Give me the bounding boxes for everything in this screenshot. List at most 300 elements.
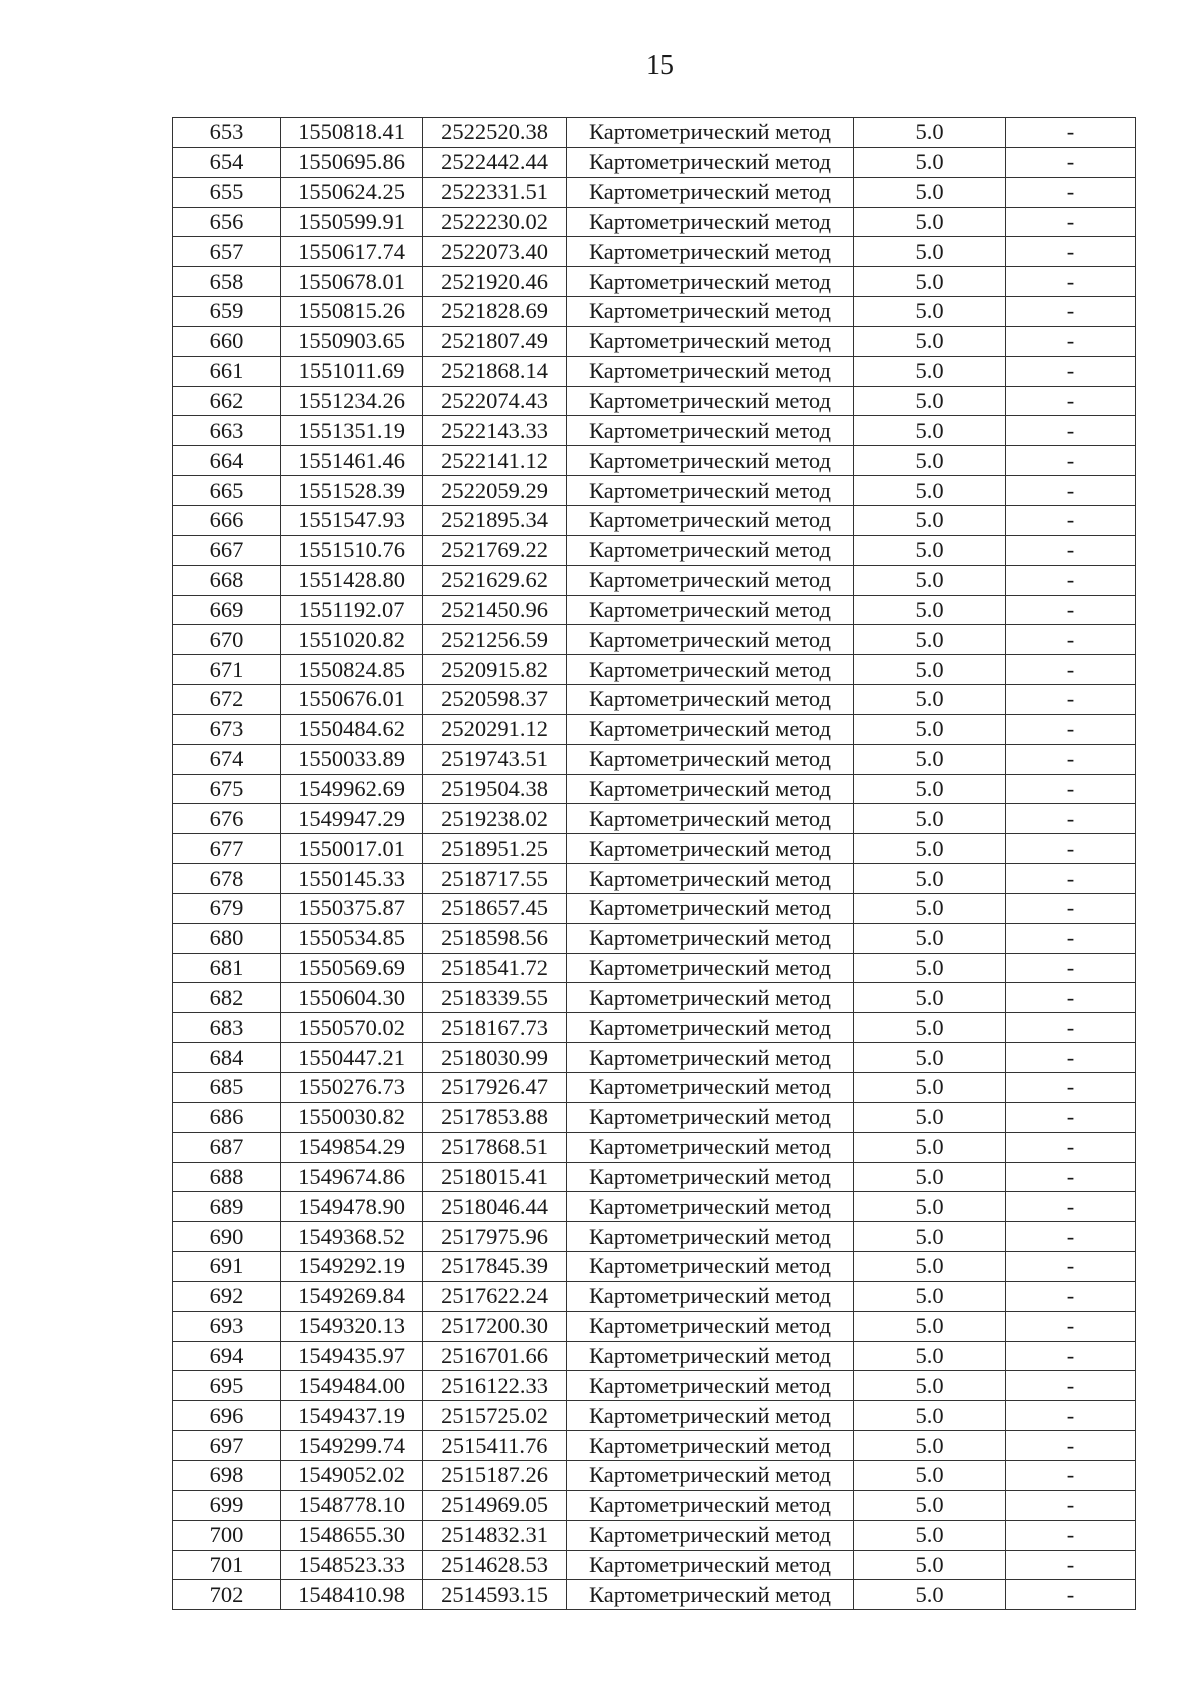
y-coordinate-cell: 2518339.55 [423, 983, 567, 1013]
accuracy-cell: 5.0 [854, 505, 1006, 535]
description-cell: - [1006, 595, 1136, 625]
y-coordinate-cell: 2521920.46 [423, 267, 567, 297]
accuracy-cell: 5.0 [854, 1192, 1006, 1222]
accuracy-cell: 5.0 [854, 804, 1006, 834]
description-cell: - [1006, 267, 1136, 297]
y-coordinate-cell: 2520598.37 [423, 685, 567, 715]
point-number-cell: 698 [173, 1460, 281, 1490]
x-coordinate-cell: 1550678.01 [281, 267, 423, 297]
description-cell: - [1006, 893, 1136, 923]
table-row [173, 535, 1136, 565]
x-coordinate-cell: 1550570.02 [281, 1013, 423, 1043]
x-coordinate-cell: 1549437.19 [281, 1401, 423, 1431]
method-cell: Картометрический метод [567, 147, 854, 177]
table-row [173, 1550, 1136, 1580]
y-coordinate-cell: 2518598.56 [423, 923, 567, 953]
y-coordinate-cell: 2521895.34 [423, 505, 567, 535]
table-row [173, 1162, 1136, 1192]
table-row [173, 953, 1136, 983]
method-cell: Картометрический метод [567, 476, 854, 506]
y-coordinate-cell: 2520291.12 [423, 714, 567, 744]
method-cell: Картометрический метод [567, 1401, 854, 1431]
point-number-cell: 662 [173, 386, 281, 416]
accuracy-cell: 5.0 [854, 1490, 1006, 1520]
method-cell: Картометрический метод [567, 416, 854, 446]
accuracy-cell: 5.0 [854, 1460, 1006, 1490]
accuracy-cell: 5.0 [854, 297, 1006, 327]
point-number-cell: 660 [173, 326, 281, 356]
y-coordinate-cell: 2522074.43 [423, 386, 567, 416]
point-number-cell: 668 [173, 565, 281, 595]
y-coordinate-cell: 2520915.82 [423, 655, 567, 685]
method-cell: Картометрический метод [567, 1073, 854, 1103]
y-coordinate-cell: 2519743.51 [423, 744, 567, 774]
y-coordinate-cell: 2517622.24 [423, 1281, 567, 1311]
x-coordinate-cell: 1551547.93 [281, 505, 423, 535]
method-cell: Картометрический метод [567, 1132, 854, 1162]
method-cell: Картометрический метод [567, 1162, 854, 1192]
x-coordinate-cell: 1551234.26 [281, 386, 423, 416]
description-cell: - [1006, 983, 1136, 1013]
table-row [173, 625, 1136, 655]
point-number-cell: 682 [173, 983, 281, 1013]
table-row [173, 834, 1136, 864]
x-coordinate-cell: 1551528.39 [281, 476, 423, 506]
x-coordinate-cell: 1550447.21 [281, 1043, 423, 1073]
y-coordinate-cell: 2521807.49 [423, 326, 567, 356]
description-cell: - [1006, 1222, 1136, 1252]
table-row [173, 1490, 1136, 1520]
y-coordinate-cell: 2521256.59 [423, 625, 567, 655]
point-number-cell: 666 [173, 505, 281, 535]
y-coordinate-cell: 2517845.39 [423, 1252, 567, 1282]
x-coordinate-cell: 1550624.25 [281, 177, 423, 207]
point-number-cell: 655 [173, 177, 281, 207]
description-cell: - [1006, 953, 1136, 983]
point-number-cell: 664 [173, 446, 281, 476]
point-number-cell: 699 [173, 1490, 281, 1520]
point-number-cell: 671 [173, 655, 281, 685]
method-cell: Картометрический метод [567, 1460, 854, 1490]
table-row [173, 1401, 1136, 1431]
y-coordinate-cell: 2521450.96 [423, 595, 567, 625]
point-number-cell: 661 [173, 356, 281, 386]
table-row [173, 1222, 1136, 1252]
table-row [173, 1013, 1136, 1043]
point-number-cell: 674 [173, 744, 281, 774]
method-cell: Картометрический метод [567, 714, 854, 744]
description-cell: - [1006, 386, 1136, 416]
coordinates-table [172, 117, 1136, 1610]
y-coordinate-cell: 2522073.40 [423, 237, 567, 267]
description-cell: - [1006, 774, 1136, 804]
y-coordinate-cell: 2522141.12 [423, 446, 567, 476]
description-cell: - [1006, 1490, 1136, 1520]
y-coordinate-cell: 2522442.44 [423, 147, 567, 177]
method-cell: Картометрический метод [567, 1281, 854, 1311]
method-cell: Картометрический метод [567, 356, 854, 386]
method-cell: Картометрический метод [567, 655, 854, 685]
description-cell: - [1006, 1460, 1136, 1490]
table-row [173, 595, 1136, 625]
description-cell: - [1006, 625, 1136, 655]
accuracy-cell: 5.0 [854, 326, 1006, 356]
description-cell: - [1006, 147, 1136, 177]
y-coordinate-cell: 2521868.14 [423, 356, 567, 386]
x-coordinate-cell: 1550695.86 [281, 147, 423, 177]
description-cell: - [1006, 864, 1136, 894]
table-row [173, 1431, 1136, 1461]
point-number-cell: 697 [173, 1431, 281, 1461]
point-number-cell: 693 [173, 1311, 281, 1341]
point-number-cell: 675 [173, 774, 281, 804]
x-coordinate-cell: 1550017.01 [281, 834, 423, 864]
method-cell: Картометрический метод [567, 1252, 854, 1282]
x-coordinate-cell: 1549478.90 [281, 1192, 423, 1222]
point-number-cell: 688 [173, 1162, 281, 1192]
accuracy-cell: 5.0 [854, 983, 1006, 1013]
description-cell: - [1006, 1192, 1136, 1222]
description-cell: - [1006, 1520, 1136, 1550]
x-coordinate-cell: 1550033.89 [281, 744, 423, 774]
table-row [173, 1192, 1136, 1222]
accuracy-cell: 5.0 [854, 1281, 1006, 1311]
point-number-cell: 687 [173, 1132, 281, 1162]
y-coordinate-cell: 2519504.38 [423, 774, 567, 804]
point-number-cell: 694 [173, 1341, 281, 1371]
point-number-cell: 695 [173, 1371, 281, 1401]
y-coordinate-cell: 2515411.76 [423, 1431, 567, 1461]
point-number-cell: 685 [173, 1073, 281, 1103]
point-number-cell: 657 [173, 237, 281, 267]
x-coordinate-cell: 1550484.62 [281, 714, 423, 744]
accuracy-cell: 5.0 [854, 1520, 1006, 1550]
description-cell: - [1006, 177, 1136, 207]
accuracy-cell: 5.0 [854, 1043, 1006, 1073]
table-row [173, 864, 1136, 894]
point-number-cell: 689 [173, 1192, 281, 1222]
method-cell: Картометрический метод [567, 1043, 854, 1073]
method-cell: Картометрический метод [567, 1341, 854, 1371]
x-coordinate-cell: 1550569.69 [281, 953, 423, 983]
description-cell: - [1006, 1341, 1136, 1371]
method-cell: Картометрический метод [567, 625, 854, 655]
table-row [173, 744, 1136, 774]
method-cell: Картометрический метод [567, 237, 854, 267]
point-number-cell: 702 [173, 1580, 281, 1610]
method-cell: Картометрический метод [567, 118, 854, 148]
table-row [173, 1580, 1136, 1610]
x-coordinate-cell: 1549947.29 [281, 804, 423, 834]
table-row [173, 267, 1136, 297]
method-cell: Картометрический метод [567, 1192, 854, 1222]
table-row [173, 505, 1136, 535]
y-coordinate-cell: 2514832.31 [423, 1520, 567, 1550]
y-coordinate-cell: 2521629.62 [423, 565, 567, 595]
point-number-cell: 696 [173, 1401, 281, 1431]
table-row [173, 804, 1136, 834]
accuracy-cell: 5.0 [854, 625, 1006, 655]
table-row [173, 297, 1136, 327]
description-cell: - [1006, 505, 1136, 535]
accuracy-cell: 5.0 [854, 774, 1006, 804]
accuracy-cell: 5.0 [854, 1401, 1006, 1431]
method-cell: Картометрический метод [567, 864, 854, 894]
x-coordinate-cell: 1549299.74 [281, 1431, 423, 1461]
method-cell: Картометрический метод [567, 207, 854, 237]
y-coordinate-cell: 2515187.26 [423, 1460, 567, 1490]
point-number-cell: 653 [173, 118, 281, 148]
method-cell: Картометрический метод [567, 774, 854, 804]
y-coordinate-cell: 2514969.05 [423, 1490, 567, 1520]
accuracy-cell: 5.0 [854, 714, 1006, 744]
y-coordinate-cell: 2518717.55 [423, 864, 567, 894]
table-row [173, 1281, 1136, 1311]
y-coordinate-cell: 2518015.41 [423, 1162, 567, 1192]
point-number-cell: 658 [173, 267, 281, 297]
accuracy-cell: 5.0 [854, 356, 1006, 386]
accuracy-cell: 5.0 [854, 476, 1006, 506]
x-coordinate-cell: 1549674.86 [281, 1162, 423, 1192]
accuracy-cell: 5.0 [854, 893, 1006, 923]
x-coordinate-cell: 1550818.41 [281, 118, 423, 148]
x-coordinate-cell: 1550604.30 [281, 983, 423, 1013]
y-coordinate-cell: 2522143.33 [423, 416, 567, 446]
table-row [173, 983, 1136, 1013]
accuracy-cell: 5.0 [854, 237, 1006, 267]
point-number-cell: 701 [173, 1550, 281, 1580]
y-coordinate-cell: 2514593.15 [423, 1580, 567, 1610]
table-row [173, 1252, 1136, 1282]
accuracy-cell: 5.0 [854, 147, 1006, 177]
table-row [173, 237, 1136, 267]
y-coordinate-cell: 2517868.51 [423, 1132, 567, 1162]
point-number-cell: 691 [173, 1252, 281, 1282]
y-coordinate-cell: 2518951.25 [423, 834, 567, 864]
table-row [173, 416, 1136, 446]
x-coordinate-cell: 1549269.84 [281, 1281, 423, 1311]
y-coordinate-cell: 2522230.02 [423, 207, 567, 237]
method-cell: Картометрический метод [567, 267, 854, 297]
accuracy-cell: 5.0 [854, 953, 1006, 983]
x-coordinate-cell: 1550145.33 [281, 864, 423, 894]
accuracy-cell: 5.0 [854, 118, 1006, 148]
accuracy-cell: 5.0 [854, 1580, 1006, 1610]
method-cell: Картометрический метод [567, 1490, 854, 1520]
y-coordinate-cell: 2517926.47 [423, 1073, 567, 1103]
point-number-cell: 654 [173, 147, 281, 177]
method-cell: Картометрический метод [567, 1102, 854, 1132]
table-row [173, 476, 1136, 506]
description-cell: - [1006, 655, 1136, 685]
table-row [173, 147, 1136, 177]
description-cell: - [1006, 535, 1136, 565]
description-cell: - [1006, 834, 1136, 864]
method-cell: Картометрический метод [567, 1520, 854, 1550]
method-cell: Картометрический метод [567, 446, 854, 476]
accuracy-cell: 5.0 [854, 1311, 1006, 1341]
description-cell: - [1006, 714, 1136, 744]
table-row [173, 685, 1136, 715]
description-cell: - [1006, 565, 1136, 595]
description-cell: - [1006, 326, 1136, 356]
point-number-cell: 700 [173, 1520, 281, 1550]
accuracy-cell: 5.0 [854, 655, 1006, 685]
accuracy-cell: 5.0 [854, 864, 1006, 894]
y-coordinate-cell: 2517200.30 [423, 1311, 567, 1341]
point-number-cell: 656 [173, 207, 281, 237]
method-cell: Картометрический метод [567, 834, 854, 864]
y-coordinate-cell: 2518046.44 [423, 1192, 567, 1222]
table-row [173, 1311, 1136, 1341]
x-coordinate-cell: 1549368.52 [281, 1222, 423, 1252]
y-coordinate-cell: 2522059.29 [423, 476, 567, 506]
y-coordinate-cell: 2517975.96 [423, 1222, 567, 1252]
point-number-cell: 684 [173, 1043, 281, 1073]
y-coordinate-cell: 2522520.38 [423, 118, 567, 148]
x-coordinate-cell: 1550030.82 [281, 1102, 423, 1132]
table-row [173, 446, 1136, 476]
table-row [173, 326, 1136, 356]
point-number-cell: 678 [173, 864, 281, 894]
method-cell: Картометрический метод [567, 565, 854, 595]
description-cell: - [1006, 446, 1136, 476]
point-number-cell: 669 [173, 595, 281, 625]
point-number-cell: 673 [173, 714, 281, 744]
accuracy-cell: 5.0 [854, 923, 1006, 953]
accuracy-cell: 5.0 [854, 1252, 1006, 1282]
table-row [173, 1073, 1136, 1103]
method-cell: Картометрический метод [567, 893, 854, 923]
page-number: 15 [646, 50, 674, 81]
table-row [173, 1341, 1136, 1371]
point-number-cell: 659 [173, 297, 281, 327]
x-coordinate-cell: 1550599.91 [281, 207, 423, 237]
description-cell: - [1006, 1311, 1136, 1341]
accuracy-cell: 5.0 [854, 1341, 1006, 1371]
table-row [173, 1371, 1136, 1401]
point-number-cell: 690 [173, 1222, 281, 1252]
x-coordinate-cell: 1549052.02 [281, 1460, 423, 1490]
method-cell: Картометрический метод [567, 1371, 854, 1401]
x-coordinate-cell: 1549484.00 [281, 1371, 423, 1401]
method-cell: Картометрический метод [567, 923, 854, 953]
x-coordinate-cell: 1549435.97 [281, 1341, 423, 1371]
method-cell: Картометрический метод [567, 953, 854, 983]
y-coordinate-cell: 2519238.02 [423, 804, 567, 834]
table-row [173, 655, 1136, 685]
x-coordinate-cell: 1551351.19 [281, 416, 423, 446]
table-row [173, 1132, 1136, 1162]
point-number-cell: 686 [173, 1102, 281, 1132]
y-coordinate-cell: 2518541.72 [423, 953, 567, 983]
y-coordinate-cell: 2522331.51 [423, 177, 567, 207]
y-coordinate-cell: 2518657.45 [423, 893, 567, 923]
description-cell: - [1006, 297, 1136, 327]
accuracy-cell: 5.0 [854, 565, 1006, 595]
table-row [173, 1043, 1136, 1073]
x-coordinate-cell: 1548523.33 [281, 1550, 423, 1580]
accuracy-cell: 5.0 [854, 595, 1006, 625]
table-row [173, 386, 1136, 416]
x-coordinate-cell: 1550676.01 [281, 685, 423, 715]
description-cell: - [1006, 1580, 1136, 1610]
description-cell: - [1006, 416, 1136, 446]
accuracy-cell: 5.0 [854, 1132, 1006, 1162]
x-coordinate-cell: 1550617.74 [281, 237, 423, 267]
point-number-cell: 692 [173, 1281, 281, 1311]
y-coordinate-cell: 2518167.73 [423, 1013, 567, 1043]
method-cell: Картометрический метод [567, 1311, 854, 1341]
table-row [173, 177, 1136, 207]
y-coordinate-cell: 2521828.69 [423, 297, 567, 327]
accuracy-cell: 5.0 [854, 834, 1006, 864]
y-coordinate-cell: 2517853.88 [423, 1102, 567, 1132]
point-number-cell: 663 [173, 416, 281, 446]
method-cell: Картометрический метод [567, 1013, 854, 1043]
table-row [173, 1460, 1136, 1490]
point-number-cell: 670 [173, 625, 281, 655]
description-cell: - [1006, 1162, 1136, 1192]
point-number-cell: 665 [173, 476, 281, 506]
x-coordinate-cell: 1550903.65 [281, 326, 423, 356]
table-row [173, 565, 1136, 595]
accuracy-cell: 5.0 [854, 446, 1006, 476]
x-coordinate-cell: 1550375.87 [281, 893, 423, 923]
y-coordinate-cell: 2516701.66 [423, 1341, 567, 1371]
x-coordinate-cell: 1551428.80 [281, 565, 423, 595]
method-cell: Картометрический метод [567, 535, 854, 565]
x-coordinate-cell: 1549292.19 [281, 1252, 423, 1282]
point-number-cell: 677 [173, 834, 281, 864]
point-number-cell: 672 [173, 685, 281, 715]
description-cell: - [1006, 118, 1136, 148]
description-cell: - [1006, 1431, 1136, 1461]
table-row [173, 356, 1136, 386]
point-number-cell: 679 [173, 893, 281, 923]
x-coordinate-cell: 1551510.76 [281, 535, 423, 565]
x-coordinate-cell: 1550815.26 [281, 297, 423, 327]
description-cell: - [1006, 1073, 1136, 1103]
y-coordinate-cell: 2516122.33 [423, 1371, 567, 1401]
accuracy-cell: 5.0 [854, 1102, 1006, 1132]
description-cell: - [1006, 804, 1136, 834]
y-coordinate-cell: 2515725.02 [423, 1401, 567, 1431]
method-cell: Картометрический метод [567, 595, 854, 625]
method-cell: Картометрический метод [567, 1550, 854, 1580]
description-cell: - [1006, 1132, 1136, 1162]
accuracy-cell: 5.0 [854, 207, 1006, 237]
description-cell: - [1006, 207, 1136, 237]
method-cell: Картометрический метод [567, 983, 854, 1013]
table-row [173, 118, 1136, 148]
method-cell: Картометрический метод [567, 1222, 854, 1252]
table-row [173, 207, 1136, 237]
accuracy-cell: 5.0 [854, 177, 1006, 207]
accuracy-cell: 5.0 [854, 267, 1006, 297]
accuracy-cell: 5.0 [854, 535, 1006, 565]
table-row [173, 1102, 1136, 1132]
accuracy-cell: 5.0 [854, 416, 1006, 446]
table-row [173, 714, 1136, 744]
accuracy-cell: 5.0 [854, 1013, 1006, 1043]
point-number-cell: 683 [173, 1013, 281, 1043]
table-row [173, 893, 1136, 923]
x-coordinate-cell: 1551192.07 [281, 595, 423, 625]
x-coordinate-cell: 1548655.30 [281, 1520, 423, 1550]
accuracy-cell: 5.0 [854, 1222, 1006, 1252]
y-coordinate-cell: 2521769.22 [423, 535, 567, 565]
